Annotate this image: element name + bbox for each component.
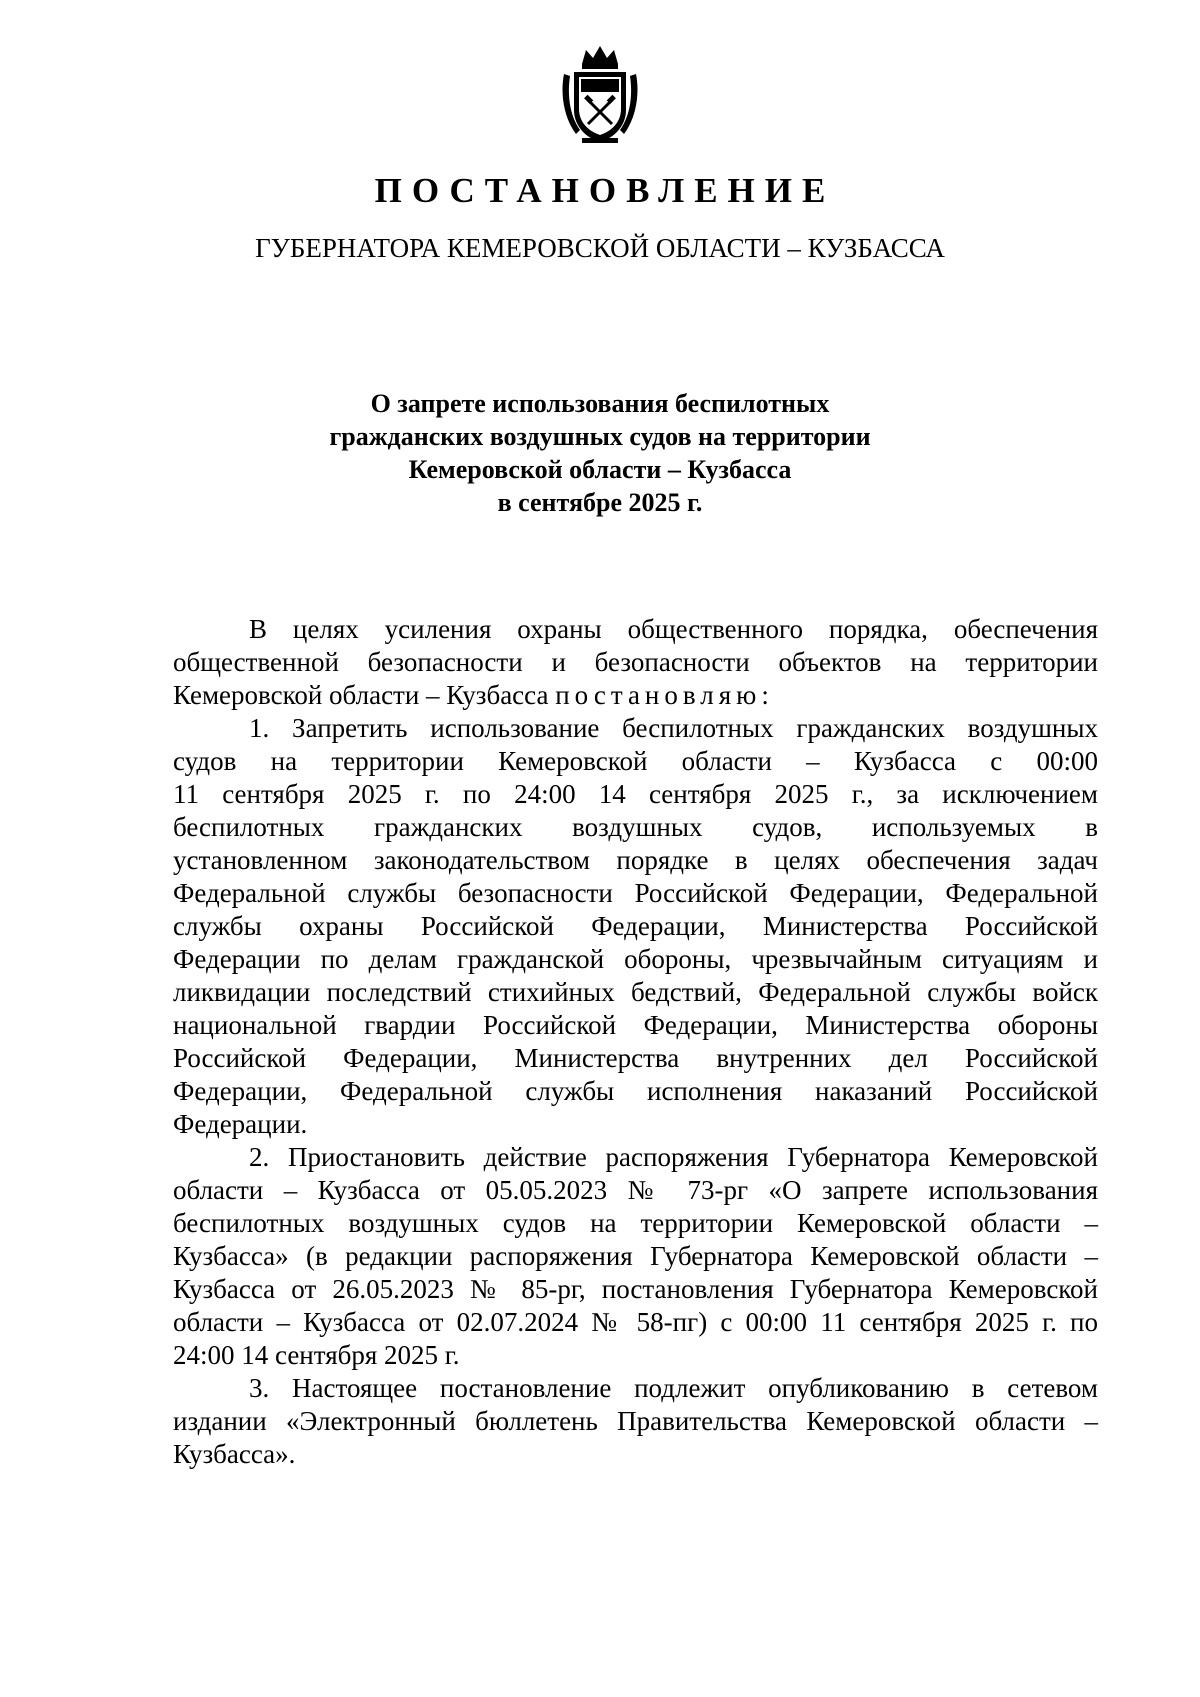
item-3-line: издании «Электронный бюллетень Правительства Кемеровской области – (173, 1406, 1098, 1436)
item-1-line: ликвидации последствий стихийных бедствий, Федеральной службы войск (173, 977, 1098, 1007)
item-1-line: Федерации, Федеральной службы исполнения наказаний Российской (173, 1076, 1098, 1106)
item-1-line: службы охраны Российской Федерации, Министерства Российской (173, 911, 1098, 941)
item-2-line: области – Кузбасса от 05.05.2023 № 73-рг «О запрете использования (173, 1175, 1098, 1205)
item-1-line: установленном законодательством порядке в целях обеспечения задач (173, 845, 1098, 875)
coat-of-arms-icon (558, 42, 642, 146)
item-1-line: Федеральной службы безопасности Российской Федерации, Федеральной (173, 878, 1098, 908)
title-line: О запрете использования беспилотных (370, 389, 830, 418)
item-2-line: области – Кузбасса от 02.07.2024 № 58-пг) с 00:00 11 сентября 2025 г. по (173, 1307, 1098, 1337)
item-2-line: Кузбасса от 26.05.2023 № 85-рг, постановления Губернатора Кемеровской (173, 1274, 1098, 1304)
item-1-line: судов на территории Кемеровской области – Кузбасса с 00:00 (173, 746, 1098, 776)
document-type-heading: ПОСТАНОВЛЕНИЕ (374, 171, 836, 210)
preamble-line: В целях усиления охраны общественного порядка, обеспечения (249, 614, 1098, 644)
item-3-line: 3. Настоящее постановление подлежит опубликованию в сетевом (249, 1373, 1098, 1403)
item-1-line: Федерации. (173, 1109, 308, 1139)
preamble-line: общественной безопасности и безопасности объектов на территории (173, 647, 1098, 677)
item-2-line: беспилотных воздушных судов на территории Кемеровской области – (173, 1208, 1098, 1238)
item-1-line: беспилотных гражданских воздушных судов, используемых в (173, 812, 1098, 842)
title-line: гражданских воздушных судов на территории (329, 422, 871, 451)
item-1-line: Федерации по делам гражданской обороны, чрезвычайным ситуациям и (173, 944, 1098, 974)
preamble-text: Кемеровской области – Кузбасса (173, 680, 549, 710)
item-2-line: Кузбасса» (в редакции распоряжения Губернатора Кемеровской области – (173, 1241, 1098, 1271)
decree-word: постановляю: (555, 680, 774, 710)
issuer-heading: ГУБЕРНАТОРА КЕМЕРОВСКОЙ ОБЛАСТИ – КУЗБАССА (255, 233, 945, 263)
item-1-line: 1. Запретить использование беспилотных гражданских воздушных (249, 713, 1098, 743)
item-1-line: 11 сентября 2025 г. по 24:00 14 сентября 2025 г., за исключением (173, 779, 1098, 809)
preamble-line (173, 679, 1098, 712)
title-line: Кемеровской области – Кузбасса (408, 455, 792, 484)
item-3-line: Кузбасса». (173, 1439, 296, 1469)
item-1-line: национальной гвардии Российской Федерации, Министерства обороны (173, 1010, 1098, 1040)
title-line: в сентябре 2025 г. (497, 488, 703, 517)
item-2-line: 24:00 14 сентября 2025 г. (173, 1340, 460, 1370)
item-1-line: Российской Федерации, Министерства внутренних дел Российской (173, 1043, 1098, 1073)
item-2-line: 2. Приостановить действие распоряжения Губернатора Кемеровской (249, 1142, 1098, 1172)
